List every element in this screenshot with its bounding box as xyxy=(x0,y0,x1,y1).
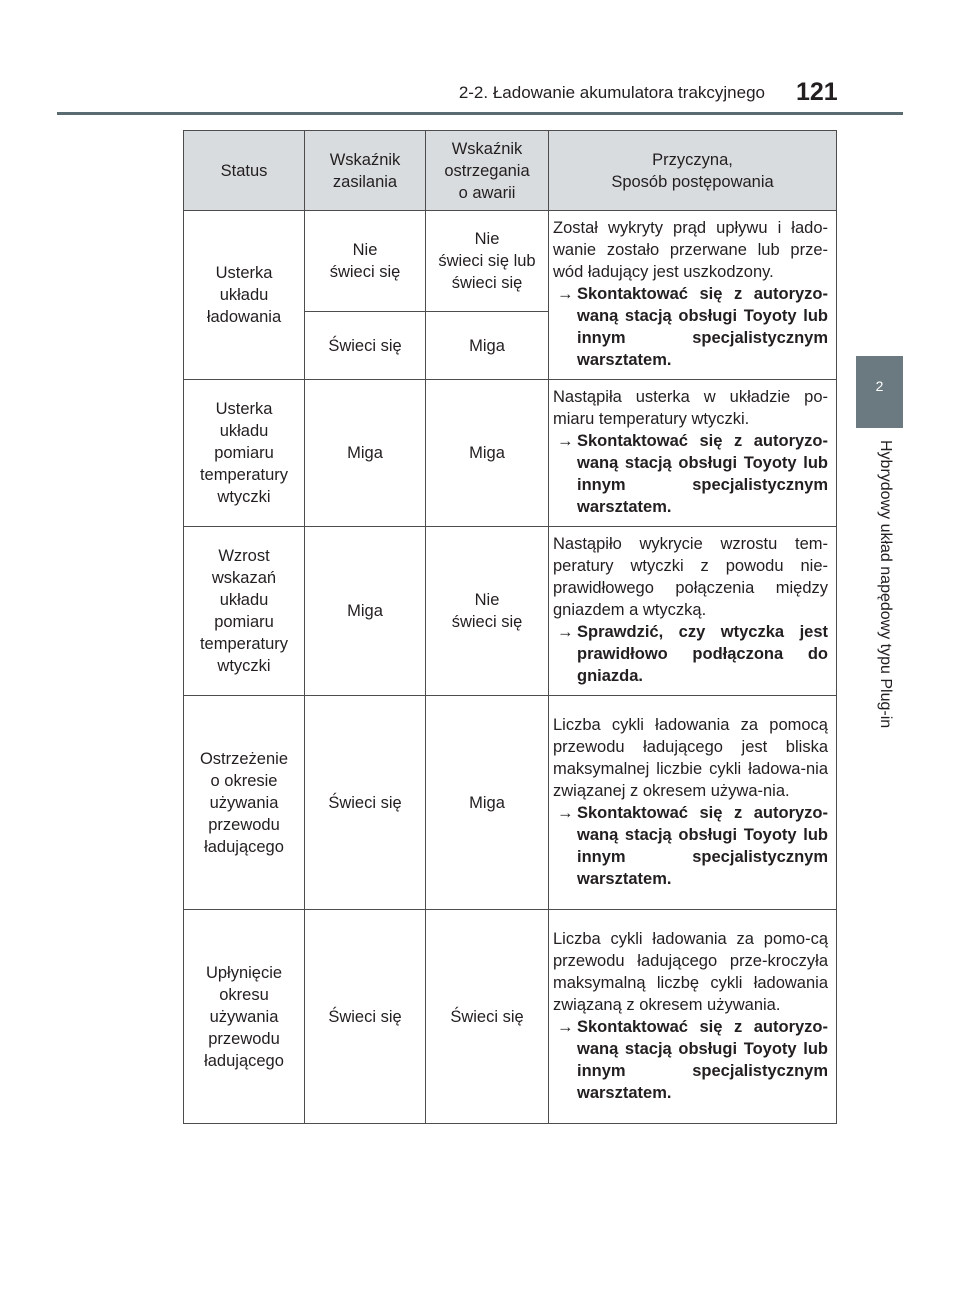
action-label: Skontaktować się z autoryzo-waną stacją obsługi Toyoty lub innym specjalistycznym warsztatem. xyxy=(577,1017,828,1102)
chapter-title: Hybrydowy układ napędowy typu Plug-in xyxy=(877,440,894,729)
cause-action-cell xyxy=(549,211,837,380)
chapter-tab xyxy=(856,356,903,428)
status-cell: Wzrost wskazań układu pomiaru temperatury wtyczki xyxy=(184,527,305,696)
status-cell: Usterka układu pomiaru temperatury wtyczki xyxy=(184,380,305,527)
page-header-title: 2-2. Ładowanie akumulatora trakcyjnego xyxy=(458,83,765,102)
header-warning-indicator: Wskaźnik ostrzegania o awarii xyxy=(426,131,549,211)
cause-text: Nastąpiło wykrycie wzrostu tem-peratury wtyczki z powodu nie-prawidłowego połączenia między gniazdem a wtyczką. xyxy=(553,535,828,619)
power-cell: Świeci się xyxy=(305,696,426,910)
cause-text: Liczba cykli ładowania za pomocą przewodu ładującego jest bliska maksymalnej liczbie cykli ładowa-nia związanej z okresem używa-nia. xyxy=(553,715,828,800)
status-cell: Upłynięcie okresu używania przewodu ładującego xyxy=(184,910,305,1124)
table-row xyxy=(184,380,837,527)
action-text xyxy=(553,1016,828,1104)
power-cell: Miga xyxy=(305,380,426,527)
action-text xyxy=(553,430,828,518)
warning-cell: Nie świeci się xyxy=(426,527,549,696)
power-cell: Nie świeci się xyxy=(305,211,426,312)
cause-text: Został wykryty prąd upływu i łado-wanie zostało przerwane lub prze-wód ładujący jest uszkodzony. xyxy=(553,219,828,281)
table-header-row xyxy=(184,131,837,211)
table-row xyxy=(184,696,837,910)
power-cell: Świeci się xyxy=(305,312,426,380)
warning-cell: Miga xyxy=(426,312,549,380)
cause-text: Liczba cykli ładowania za pomo-cą przewodu ładującego prze-kroczyła maksymalną liczbę cykli ładowania związaną z okresem używania. xyxy=(553,929,828,1014)
chapter-number: 2 xyxy=(875,378,884,394)
action-label: Sprawdzić, czy wtyczka jest prawidłowo podłączona do gniazda. xyxy=(577,623,828,685)
warning-cell: Nie świeci się lub świeci się xyxy=(426,211,549,312)
status-cell: Usterka układu ładowania xyxy=(184,211,305,380)
action-label: Skontaktować się z autoryzo-waną stacją obsługi Toyoty lub innym specjalistycznym warsztatem. xyxy=(577,285,828,369)
cause-action-cell xyxy=(549,527,837,696)
status-cell: Ostrzeżenie o okresie używania przewodu ładującego xyxy=(184,696,305,910)
warning-cell: Miga xyxy=(426,696,549,910)
header-status: Status xyxy=(184,131,305,211)
table-row xyxy=(184,910,837,1124)
table-row xyxy=(184,211,837,312)
header-cause-action: Przyczyna, Sposób postępowania xyxy=(549,131,837,211)
warning-cell: Świeci się xyxy=(426,910,549,1124)
arrow-icon: → xyxy=(557,285,574,303)
warning-cell: Miga xyxy=(426,380,549,527)
status-table xyxy=(183,130,837,1124)
arrow-icon: → xyxy=(557,432,574,450)
action-text xyxy=(553,802,828,890)
cause-action-cell xyxy=(549,696,837,910)
power-cell: Świeci się xyxy=(305,910,426,1124)
header-divider xyxy=(57,112,903,115)
arrow-icon: → xyxy=(557,623,574,641)
table-row xyxy=(184,527,837,696)
cause-action-cell xyxy=(549,910,837,1124)
arrow-icon: → xyxy=(557,1017,574,1036)
cause-text: Nastąpiła usterka w układzie po-miaru temperatury wtyczki. xyxy=(553,388,828,428)
action-label: Skontaktować się z autoryzo-waną stacją obsługi Toyoty lub innym specjalistycznym warsztatem. xyxy=(577,803,828,888)
power-cell: Miga xyxy=(305,527,426,696)
cause-action-cell xyxy=(549,380,837,527)
action-text xyxy=(553,621,828,687)
action-text xyxy=(553,283,828,371)
action-label: Skontaktować się z autoryzo-waną stacją obsługi Toyoty lub innym specjalistycznym warsztatem. xyxy=(577,432,828,516)
page-number: 121 xyxy=(796,78,838,106)
arrow-icon: → xyxy=(557,803,574,822)
header-power-indicator: Wskaźnik zasilania xyxy=(305,131,426,211)
